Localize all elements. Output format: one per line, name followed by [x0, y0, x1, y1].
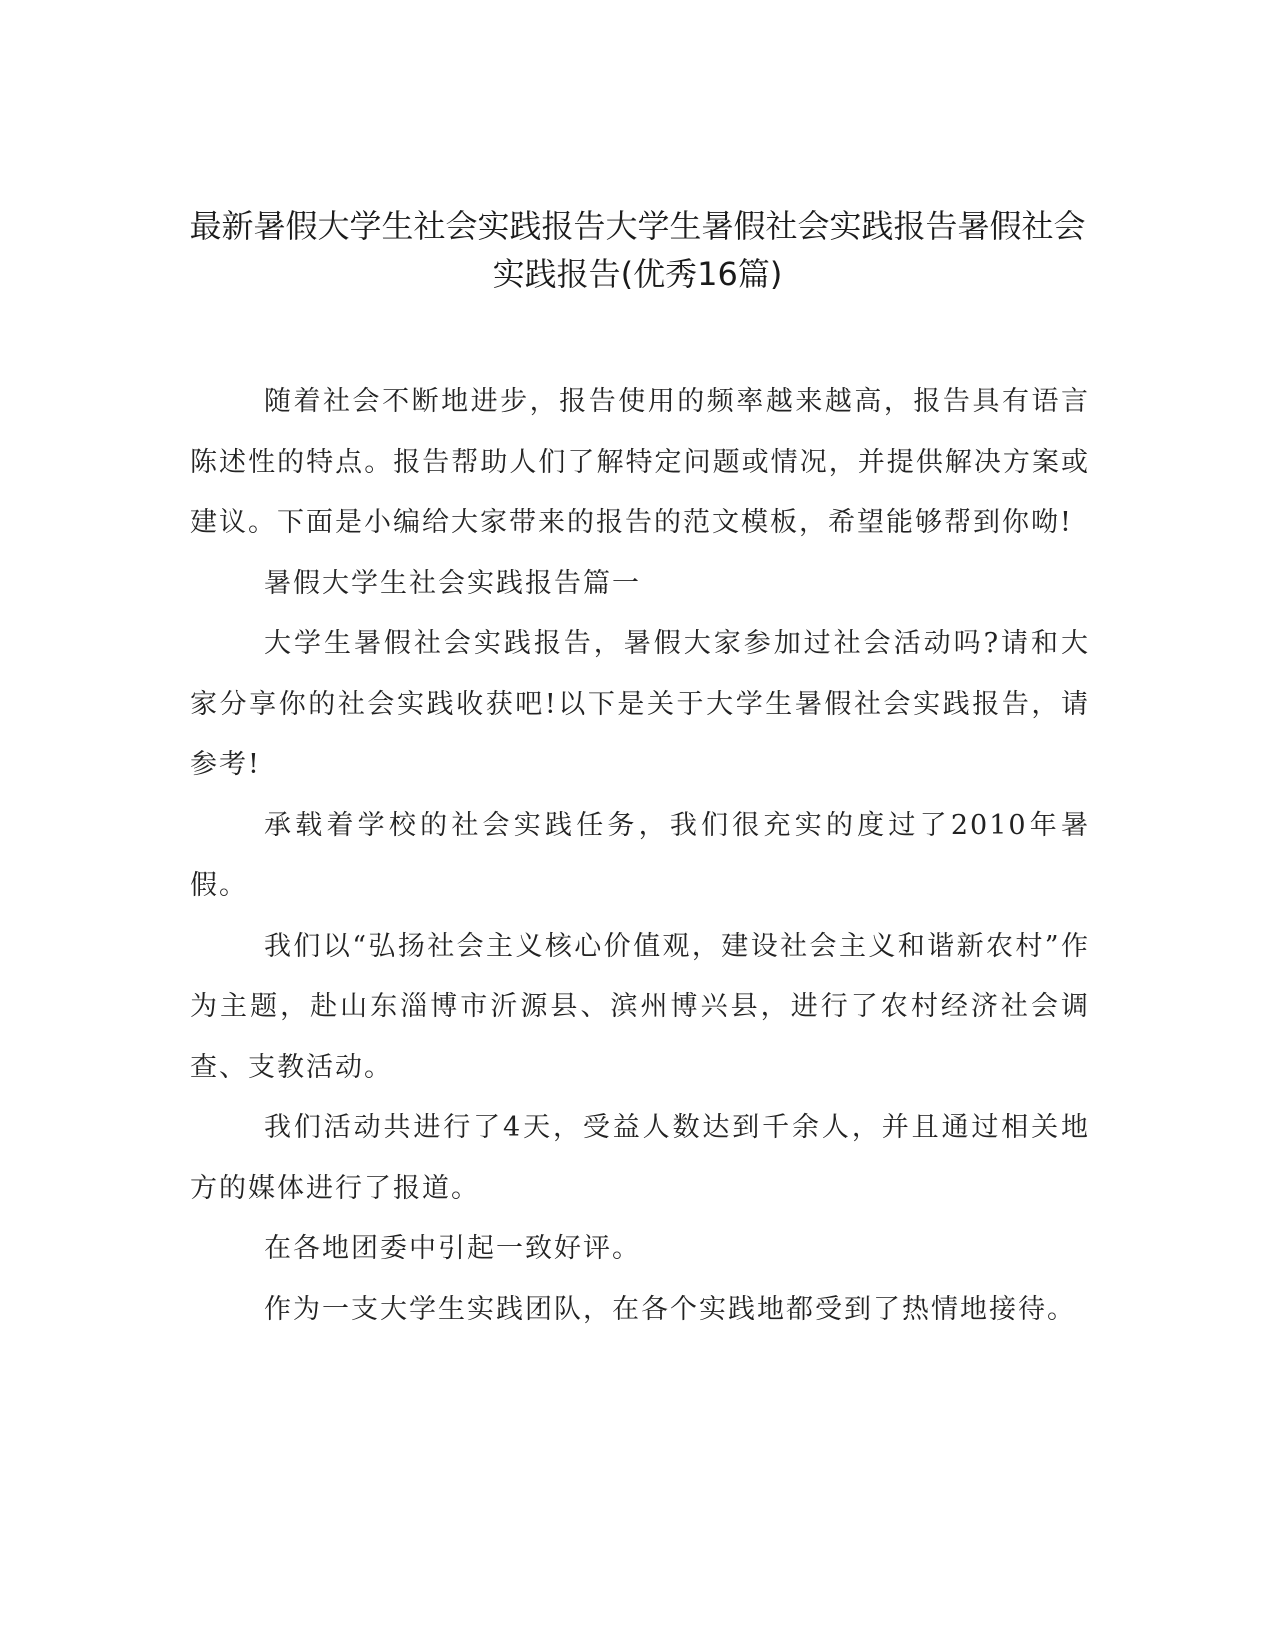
paragraph-intro: 随着社会不断地进步，报告使用的频率越来越高，报告具有语言陈述性的特点。报告帮助人们了解特定问题或情况，并提供解决方案或建议。下面是小编给大家带来的报告的范文模板，希望能够帮到你呦! [190, 386, 1090, 538]
section-heading: 暑假大学生社会实践报告篇一 [264, 567, 641, 599]
paragraph: 在各地团委中引起一致好评。 [264, 1233, 641, 1264]
paragraph: 作为一支大学生实践团队，在各个实践地都受到了热情地接待。 [264, 1293, 1076, 1325]
paragraph: 我们活动共进行了4天，受益人数达到千余人，并且通过相关地方的媒体进行了报道。 [190, 1112, 1090, 1204]
document-body [190, 372, 1090, 1340]
paragraph: 承载着学校的社会实践任务，我们很充实的度过了2010年暑假。 [190, 809, 1090, 901]
document-title: 最新暑假大学生社会实践报告大学生暑假社会实践报告暑假社会实践报告(优秀16篇) [189, 207, 1086, 293]
paragraph: 大学生暑假社会实践报告，暑假大家参加过社会活动吗?请和大家分享你的社会实践收获吧!以下是关于大学生暑假社会实践报告，请参考! [190, 628, 1090, 780]
paragraph: 我们以“弘扬社会主义核心价值观，建设社会主义和谐新农村”作为主题，赴山东淄博市沂源县、滨州博兴县，进行了农村经济社会调查、支教活动。 [190, 930, 1090, 1083]
